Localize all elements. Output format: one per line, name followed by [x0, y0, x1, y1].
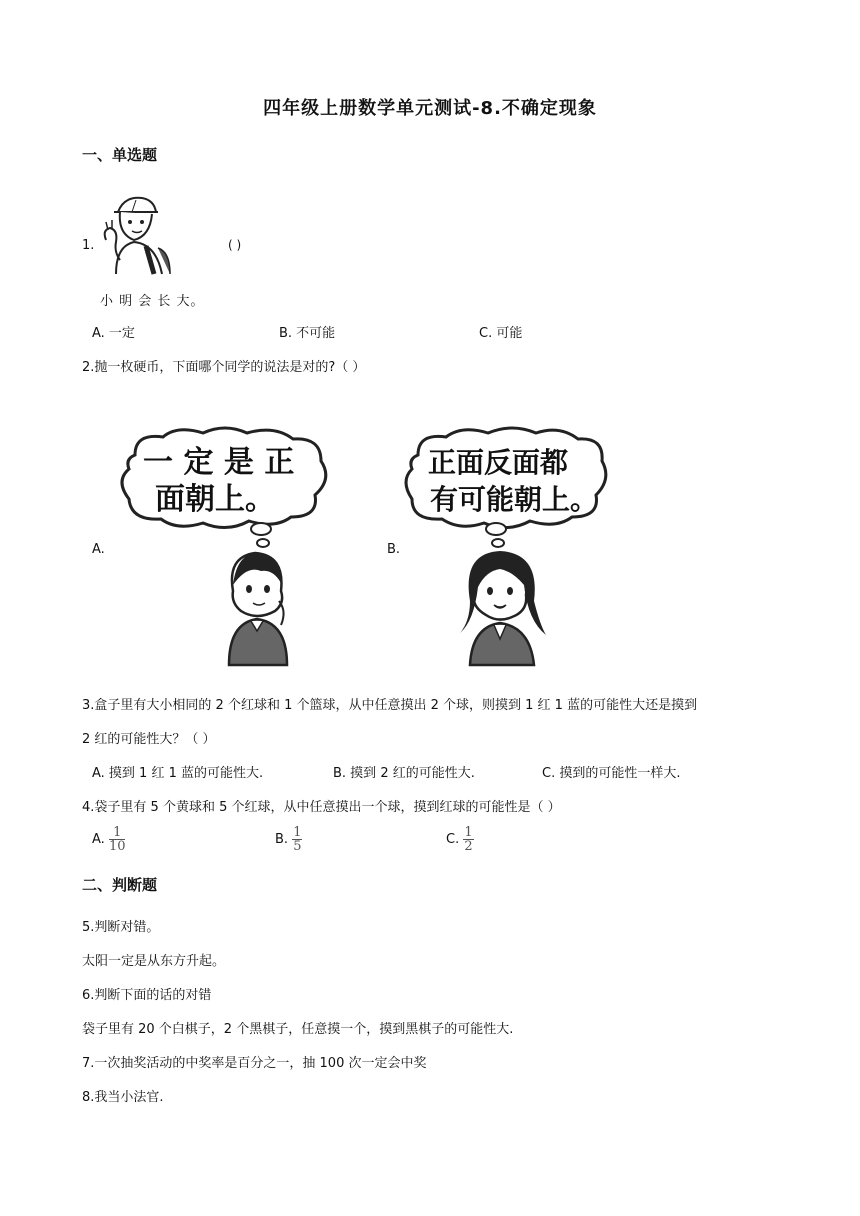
- page-title: 四年级上册数学单元测试-8.不确定现象: [263, 98, 597, 119]
- bubble-a-line-1: 一 定 是 正: [143, 445, 295, 480]
- bubble-a-line-2: 面朝上。: [155, 482, 275, 517]
- question-6-text: 6.判断下面的话的对错: [82, 988, 212, 1003]
- question-1-option-a[interactable]: A. 一定: [92, 326, 135, 341]
- section-heading-true-false: 二、判断题: [82, 876, 158, 894]
- fraction-one-fifth: $\frac{1}{5}$: [293, 825, 302, 854]
- girl-thought-bubble-illustration: [400, 425, 610, 675]
- question-6-statement: 袋子里有 20 个白棋子，2 个黑棋子，任意摸一个，摸到黑棋子的可能性大.: [82, 1022, 514, 1037]
- boy-thought-bubble-illustration: [115, 425, 335, 675]
- question-1-option-b[interactable]: B. 不可能: [279, 326, 336, 341]
- question-3-option-a[interactable]: A. 摸到 1 红 1 蓝的可能性大.: [92, 766, 264, 781]
- question-2-option-a[interactable]: A.: [92, 542, 105, 557]
- question-2-option-b[interactable]: B.: [387, 542, 401, 557]
- bubble-b-line-1: 正面反面都: [428, 446, 569, 479]
- question-4-option-c[interactable]: [446, 826, 474, 853]
- option-b-label: B.: [275, 832, 289, 847]
- question-3-option-c[interactable]: C. 摸到的可能性一样大.: [542, 766, 681, 781]
- section-heading-single-choice: 一、单选题: [82, 146, 158, 164]
- option-c-label: C.: [446, 832, 460, 847]
- question-1-number: 1.: [82, 238, 95, 253]
- question-8-text: 8.我当小法官.: [82, 1090, 164, 1105]
- question-7-text: 7.一次抽奖活动的中奖率是百分之一，抽 100 次一定会中奖: [82, 1056, 427, 1071]
- fraction-one-tenth: $\frac{1}{10}$: [108, 825, 126, 854]
- question-3-option-b[interactable]: B. 摸到 2 红的可能性大.: [333, 766, 475, 781]
- fraction-one-half: $\frac{1}{2}$: [464, 825, 473, 854]
- question-3-text-line-2: 2 红的可能性大？（ ）: [82, 732, 216, 747]
- question-4-text: 4.袋子里有 5 个黄球和 5 个红球，从中任意摸出一个球，摸到红球的可能性是（ ）: [82, 800, 561, 815]
- question-4-option-a[interactable]: [92, 826, 125, 853]
- question-4-option-b[interactable]: [275, 826, 302, 853]
- bubble-b-line-2: 有可能朝上。: [430, 483, 599, 516]
- question-1-option-c[interactable]: C. 可能: [479, 326, 523, 341]
- question-1-answer-paren: ( ): [228, 238, 242, 252]
- question-3-text-line-1: 3.盒子里有大小相同的 2 个红球和 1 个篮球，从中任意摸出 2 个球，则摸到 1 红 1 蓝的可能性大还是摸到: [82, 698, 698, 713]
- question-2-text: 2.抛一枚硬币，下面哪个同学的说法是对的?（ ）: [82, 360, 366, 375]
- question-1-caption: 小 明 会 长 大。: [100, 294, 205, 309]
- boy-illustration: [96, 190, 176, 275]
- option-a-label: A.: [92, 832, 105, 847]
- question-5-statement: 太阳一定是从东方升起。: [82, 954, 226, 969]
- question-5-text: 5.判断对错。: [82, 920, 160, 935]
